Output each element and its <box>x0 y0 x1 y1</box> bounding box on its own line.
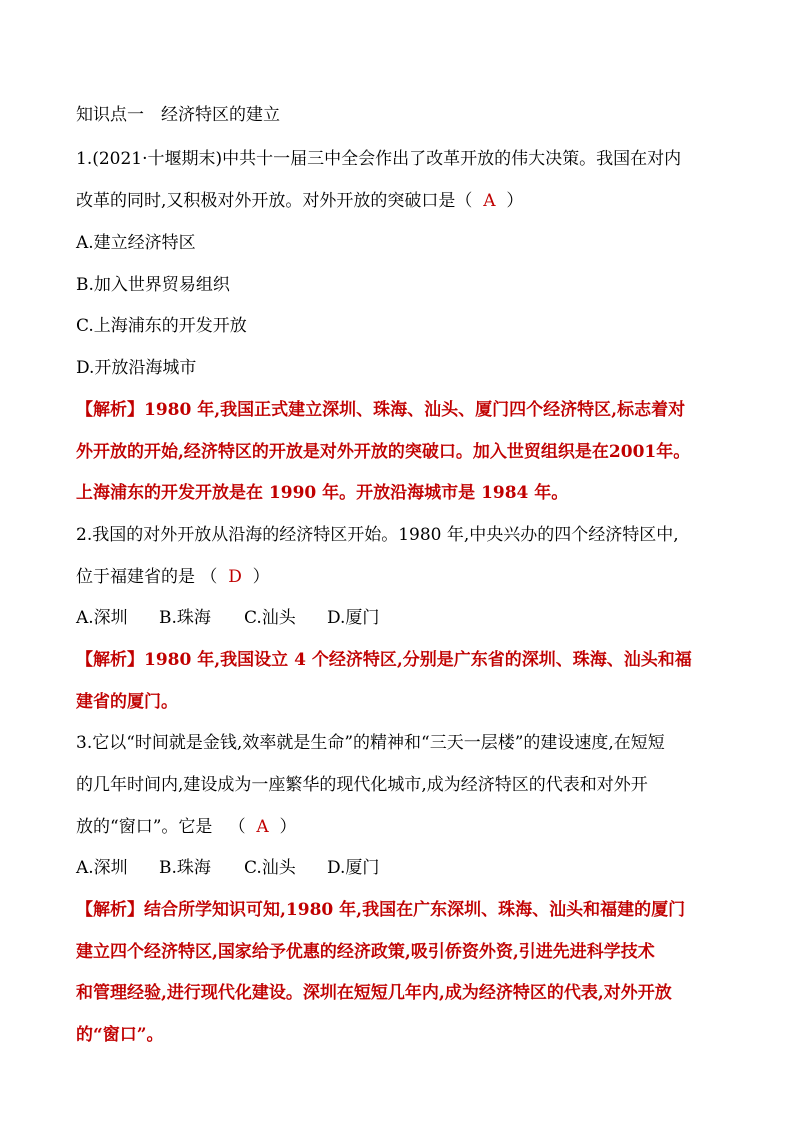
question-1-option-a: A.建立经济特区 <box>76 233 196 253</box>
question-3-answer: A <box>256 817 269 837</box>
question-2-options <box>76 606 379 630</box>
question-1-analysis-line-2: 外开放的开始,经济特区的开放是对外开放的突破口。加入世贸组织是在2001年。 <box>76 442 691 462</box>
question-3-paren-close: ） <box>279 817 297 837</box>
question-3-options <box>76 856 379 880</box>
question-1-answer: A <box>483 191 496 211</box>
question-3-stem-line-3 <box>76 815 297 839</box>
question-1-stem-line-2 <box>76 189 523 213</box>
question-3-analysis-line-3: 和管理经验,进行现代化建设。深圳在短短几年内,成为经济特区的代表,对外开放 <box>76 983 672 1003</box>
question-2-analysis-line-2: 建省的厦门。 <box>76 692 178 712</box>
question-3-stem-line-1: 3.它以“时间就是金钱,效率就是生命”的精神和“三天一层楼”的建设速度,在短短 <box>76 733 665 753</box>
question-1-option-d: D.开放沿海城市 <box>76 358 197 378</box>
question-2-option-b: B.珠海 <box>159 608 211 628</box>
question-3-stem-text: 放的“窗口”。它是 <box>76 817 213 837</box>
question-2-analysis-text-1: 1980 年,我国设立 4 个经济特区,分别是广东省的深圳、珠海、汕头和福 <box>144 650 692 670</box>
section-title: 知识点一 经济特区的建立 <box>76 105 280 125</box>
question-1-option-c: C.上海浦东的开发开放 <box>76 316 247 336</box>
question-1-analysis-text-1: 1980 年,我国正式建立深圳、珠海、汕头、厦门四个经济特区,标志着对 <box>144 400 686 420</box>
question-2-answer: D <box>228 567 242 587</box>
question-2-analysis-line-1 <box>76 648 692 672</box>
question-3-option-a: A.深圳 <box>76 858 128 878</box>
question-3-analysis-text-1: 结合所学知识可知,1980 年,我国在广东深圳、珠海、汕头和福建的厦门 <box>144 900 686 920</box>
question-3-analysis-tag: 【解析】 <box>76 900 144 920</box>
question-2-stem-text: 位于福建省的是 <box>76 567 195 587</box>
question-3-analysis-line-1 <box>76 898 685 922</box>
question-1-paren-open: （ <box>455 191 473 211</box>
question-3-analysis-line-4: 的“窗口”。 <box>76 1025 164 1045</box>
question-1-analysis-line-3: 上海浦东的开发开放是在 1990 年。开放沿海城市是 1984 年。 <box>76 483 569 503</box>
question-1-analysis-line-1 <box>76 398 685 422</box>
question-2-option-c: C.汕头 <box>244 608 296 628</box>
question-1-option-b: B.加入世界贸易组织 <box>76 275 230 295</box>
question-3-option-b: B.珠海 <box>159 858 211 878</box>
question-3-option-d: D.厦门 <box>327 858 380 878</box>
question-1-analysis-tag: 【解析】 <box>76 400 144 420</box>
question-2-option-d: D.厦门 <box>327 608 380 628</box>
question-2-stem-line-2 <box>76 565 270 589</box>
question-1-stem-line-1: 1.(2021·十堰期末)中共十一届三中全会作出了改革开放的伟大决策。我国在对内 <box>76 149 682 169</box>
question-1-stem-text: 改革的同时,又积极对外开放。对外开放的突破口是 <box>76 191 456 211</box>
question-2-analysis-tag: 【解析】 <box>76 650 144 670</box>
question-1-paren-close: ） <box>506 191 524 211</box>
question-2-option-a: A.深圳 <box>76 608 128 628</box>
question-3-option-c: C.汕头 <box>244 858 296 878</box>
question-3-stem-line-2: 的几年时间内,建设成为一座繁华的现代化城市,成为经济特区的代表和对外开 <box>76 775 648 795</box>
question-2-paren-open: （ <box>200 567 218 587</box>
question-3-paren-open: （ <box>228 817 246 837</box>
question-3-analysis-line-2: 建立四个经济特区,国家给予优惠的经济政策,吸引侨资外资,引进先进科学技术 <box>76 942 655 962</box>
question-2-paren-close: ） <box>252 567 270 587</box>
question-2-stem-line-1: 2.我国的对外开放从沿海的经济特区开始。1980 年,中央兴办的四个经济特区中, <box>76 525 679 545</box>
